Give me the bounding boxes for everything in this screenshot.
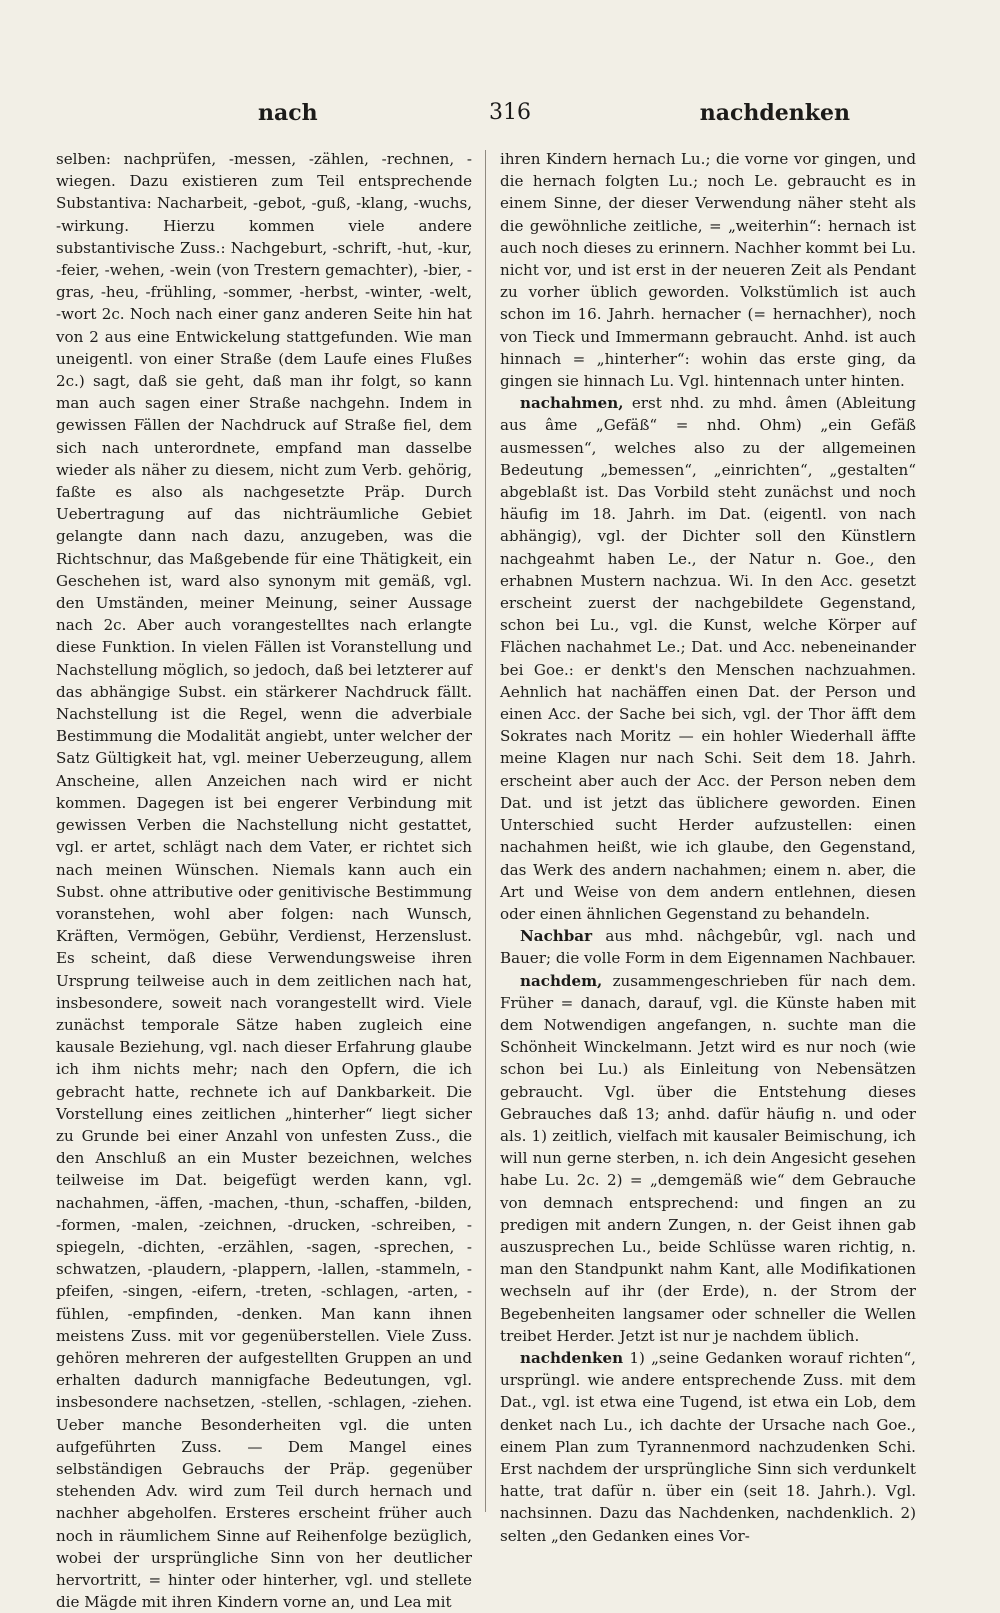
headword: nachdem, [520,971,603,990]
left-column [56,148,472,1612]
running-head [110,100,920,134]
entry-nachbar [500,925,916,969]
entry-text: aus mhd. nâchgebûr, vgl. nach und Bauer; die volle Form in dem Eigennamen Nachbauer. [500,927,916,968]
page-number: 316 [489,100,531,125]
entry-nachdenken [500,1347,916,1547]
entry-text: erst nhd. zu mhd. âmen (Ableitung aus âme „Gefäß“ = nhd. Ohm) „ein Gefäß ausmessen“, welches also zu der allgemeinen Bedeutung „bemessen“, „einrichten“, „gestalten“ abgeblaßt ist. Das Vorbild steht zunächst und noch häufig im 18. Jahrh. im Dat. (eigentl. von nach abhängig), vgl. der Dichter soll den Künstlern nachgeahmt haben Le., der Natur n. Goe., den erhabnen Mustern nachzua. Wi. In den Acc. gesetzt erscheint zuerst der nachgebildete Gegenstand, schon bei Lu., vgl. die Kunst, welche Körper auf Flächen nachahmet Le.; Dat. und Acc. nebeneinander bei Goe.: er denkt's den Menschen nachzuahmen. Aehnlich hat nachäffen einen Dat. der Person und einen Acc. der Sache bei sich, vgl. der Thor äfft dem Sokrates nach Moritz — ein hohler Wiederhall äffte meine Klagen nur nach Schi. Seit dem 18. Jahrh. erscheint aber auch der Acc. der Person neben dem Dat. und ist jetzt das üblichere geworden. Einen Unterschied sucht Herder aufzustellen: einen nachahmen heißt, wie ich glaube, den Gegenstand, das Werk des andern nachahmen; einem n. aber, die Art und Weise von dem andern entlehnen, diesen oder einen ähnlichen Gegenstand zu behandeln. [500,394,916,923]
continued-entry-text: ihren Kindern hernach Lu.; die vorne vor gingen, und die hernach folgten Lu.; noch Le. gebraucht es in einem Sinne, der dieser Verwendung näher steht als die gewöhnliche zeitliche, = „weiterhin“: hernach ist auch noch dieses zu erinnern. Nachher kommt bei Lu. nicht vor, und ist erst in der neueren Zeit als Pendant zu vorher üblich geworden. Volkstümlich ist auch schon im 16. Jahrh. hernacher (= hernachher), noch von Tieck und Immermann gebraucht. Anhd. ist auch hinnach = „hinterher“: wohin das erste ging, da gingen sie hinnach Lu. Vgl. hintennach unter hinten. [500,150,916,391]
entry-nachdem [500,970,916,1347]
entry-text: 1) „seine Gedanken worauf richten“, ursprüngl. wie andere entsprechende Zuss. mit dem Dat., vgl. ist etwa eine Tugend, ist etwa ein Lob, dem denket nach Lu., ich dachte der Ursache nach Goe., einem Plan zum Tyrannenmord nachzudenken Schi. Erst nachdem der ursprüngliche Sinn sich verdunkelt hatte, trat dafür n. über ein (seit 18. Jahrh.). Vgl. nachsinnen. Dazu das Nachdenken, nachdenklich. 2) selten „den Gedanken eines Vor- [500,1348,916,1545]
left-column-text: selben: nachprüfen, -messen, -zählen, -rechnen, -wiegen. Dazu existieren zum Teil entsprechende Substantiva: Nacharbeit, -gebot, -guß, -klang, -wuchs, -wirkung. Hierzu kommen viele andere substantivische Zuss.: Nachgeburt, -schrift, -hut, -kur, -feier, -wehen, -wein (von Trestern gemachter), -bier, -gras, -heu, -frühling, -sommer, -herbst, -winter, -welt, -wort 2c. Noch nach einer ganz anderen Seite hin hat von 2 aus eine Entwickelung stattgefunden. Wie man uneigentl. von einer Straße (dem Laufe eines Flußes 2c.) sagt, daß sie geht, daß man ihr folgt, so kann man auch sagen einer Straße nachgehn. Indem in gewissen Fällen der Nachdruck auf Straße fiel, dem sich nach unterordnete, empfand man dasselbe wieder als näher zu diesem, nicht zum Verb. gehörig, faßte es also als nachgesetzte Präp. Durch Uebertragung auf das nichträumliche Gebiet gelangte dann nach dazu, anzugeben, was die Richtschnur, das Maßgebende für eine Thätigkeit, ein Geschehen ist, ward also synonym mit gemäß, vgl. den Umständen, meiner Meinung, seiner Aussage nach 2c. Aber auch vorangestelltes nach erlangte diese Funktion. In vielen Fällen ist Voranstellung und Nachstellung möglich, so jedoch, daß bei letzterer auf das abhängige Subst. ein stärkerer Nachdruck fällt. Nachstellung ist die Regel, wenn die adverbiale Bestimmung die Modalität angiebt, unter welcher der Satz Gültigkeit hat, vgl. meiner Ueberzeugung, allem Anscheine, allen Anzeichen nach wird er nicht kommen. Dagegen ist bei engerer Verbindung mit gewissen Verben die Nachstellung nicht gestattet, vgl. er artet, schlägt nach dem Vater, er richtet sich nach meinen Wünschen. Niemals kann auch ein Subst. ohne attributive oder genitivische Bestimmung voranstehen, wohl aber folgen: nach Wunsch, Kräften, Vermögen, Gebühr, Verdienst, Herzenslust. Es scheint, daß diese Verwendungsweise ihren Ursprung teilweise auch in dem zeitlichen nach hat, insbesondere, soweit nach vorangestellt wird. Viele zunächst temporale Sätze haben zugleich eine kausale Beziehung, vgl. nach dieser Erfahrung glaube ich ihm nichts mehr; nach den Opfern, die ich gebracht hatte, rechnete ich auf Dankbarkeit. Die Vorstellung eines zeitlichen „hinterher“ liegt sicher zu Grunde bei einer Anzahl von unfesten Zuss., die den Anschluß an ein Muster bezeichnen, welches teilweise im Dat. beigefügt werden kann, vgl. nachahmen, -äffen, -machen, -thun, -schaffen, -bilden, -formen, -malen, -zeichnen, -drucken, -schreiben, -spiegeln, -dichten, -erzählen, -sagen, -sprechen, -schwatzen, -plaudern, -plappern, -lallen, -stammeln, -pfeifen, -singen, -eifern, -treten, -schlagen, -arten, -fühlen, -empfinden, -denken. Man kann ihnen meistens Zuss. mit vor gegenüberstellen. Viele Zuss. gehören mehreren der aufgestellten Gruppen an und erhalten dadurch mannigfache Bedeutungen, vgl. insbesondere nachsetzen, -stellen, -schlagen, -ziehen. Ueber manche Besonderheiten vgl. die unten aufgeführten Zuss. — Dem Mangel eines selbständigen Gebrauchs der Präp. gegenüber stehenden Adv. wird zum Teil durch hernach und nachher abgeholfen. Ersteres erscheint früher auch noch in räumlichem Sinne auf Reihenfolge bezüglich, wobei der ursprüngliche Sinn von her deutlicher hervortritt, = hinter oder hinterher, vgl. und stellete die Mägde mit ihren Kindern vorne an, und Lea mit [56,150,472,1612]
header-left-catchword: nach [258,100,318,126]
headword: nachdenken [520,1348,624,1367]
headword: nachahmen, [520,394,624,413]
text-columns [56,148,916,1612]
entry-text: zusammengeschrieben für nach dem. Früher = danach, darauf, vgl. die Künste haben mit dem Notwendigen angefangen, n. suchte man die Schönheit Winckelmann. Jetzt wird es nur noch (wie schon bei Lu.) als Einleitung von Nebensätzen gebraucht. Vgl. über die Entstehung dieses Gebrauches daß 13; anhd. dafür häufig n. und oder als. 1) zeitlich, vielfach mit kausaler Beimischung, ich will nun gerne sterben, n. ich dein Angesicht gesehen habe Lu. 2c. 2) = „demgemäß wie“ dem Gebrauche von demnach entsprechend: und fingen an zu predigen mit andern Zungen, n. der Geist ihnen gab auszusprechen Lu., beide Schlüsse waren richtig, n. man den Standpunkt nahm Kant, alle Modifikationen wechseln auf ihr (der Erde), n. der Strom der Begebenheiten langsamer oder schneller die Wellen treibet Herder. Jetzt ist nur je nachdem üblich. [500,971,916,1345]
header-right-catchword: nachdenken [699,100,850,126]
headword: Nachbar [520,927,593,946]
column-divider [485,150,486,1512]
entry-nachahmen [500,392,916,925]
right-column [500,148,916,1545]
